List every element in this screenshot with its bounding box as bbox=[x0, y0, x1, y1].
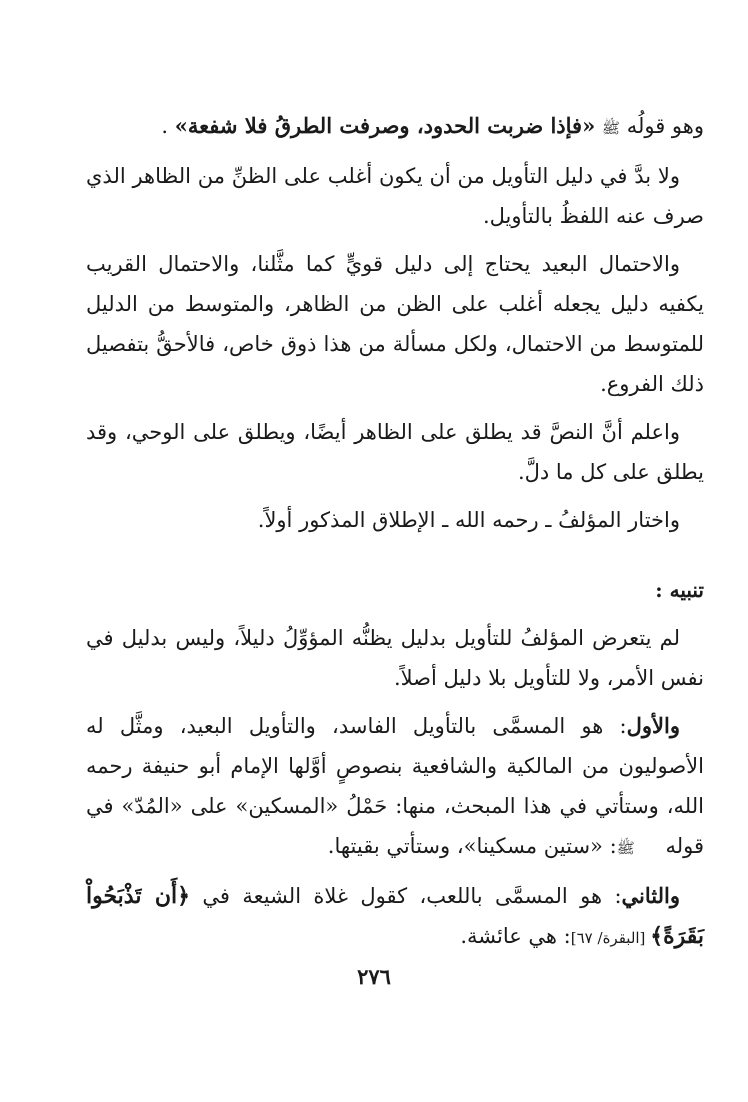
page-body bbox=[86, 92, 704, 958]
section-heading: تنبيه : bbox=[655, 578, 704, 602]
first-item-label: والأول bbox=[626, 713, 680, 738]
paragraph-nass: واعلم أنَّ النصَّ قد يطلق على الظاهر أيضًا، ويطلق على الوحي، وقد يطلق على كل ما دلَّ. bbox=[86, 420, 704, 484]
second-item-text-b: : هي عائشة. bbox=[460, 924, 571, 948]
paragraph-author-choice: واختار المؤلفُ ـ رحمه الله ـ الإطلاق المذكور أولاً. bbox=[257, 508, 680, 532]
paragraph-probabilities: والاحتمال البعيد يحتاج إلى دليل قويٍّ كما مثَّلنا، والاحتمال القريب يكفيه دليل يجعله أغلب على الظن من الظاهر، والمتوسط من الدليل للمتوسط من الاحتمال، ولكل مسألة من هذا ذوق خاص، فالأحقُّ بتفصيل ذلك الفروع. bbox=[86, 252, 704, 396]
hadith-intro: وهو قولُه bbox=[620, 114, 704, 138]
page-number: ٢٧٦ bbox=[357, 964, 391, 989]
verse-reference: [البقرة/ ٦٧] bbox=[570, 929, 651, 947]
paragraph-first-item bbox=[86, 698, 704, 868]
first-item-text-a: : هو المسمَّى بالتأويل الفاسد، والتأويل البعيد، ومثَّل له الأصوليون من المالكية والشافعية بنصوصٍ أوَّلها الإمام أبو حنيفة رحمه الله، وستأتي في هذا المبحث، منها: حَمْلُ «المسكين» على «المُدّ» في قوله bbox=[86, 714, 704, 858]
paragraph-second-item bbox=[86, 868, 704, 958]
pbuh-ligature: ﷺ bbox=[601, 119, 621, 137]
quran-verse: ﴿أَن تَذْبَحُواْ بَقَرَةً﴾ bbox=[86, 883, 704, 949]
hadith-end: . bbox=[161, 114, 175, 138]
paragraph-hadith bbox=[86, 92, 704, 148]
paragraph-note: لم يتعرض المؤلفُ للتأويل بدليل يظنُّه المؤوِّلُ دليلاً، وليس بدليل في نفس الأمر، ولا للتأويل بلا دليل أصلاً. bbox=[86, 626, 704, 690]
first-item-text-b: : «ستين مسكينا»، وستأتي بقيتها. bbox=[327, 834, 617, 858]
second-item-label: والثاني bbox=[621, 883, 680, 908]
second-item-text-a: : هو المسمَّى باللعب، كقول غلاة الشيعة في bbox=[190, 884, 622, 908]
pbuh-ligature-2: ﷺ bbox=[616, 839, 635, 857]
paragraph-interpretation-evidence: ولا بدَّ في دليل التأويل من أن يكون أغلب على الظنِّ من الظاهر الذي صرف عنه اللفظُ بالتأويل. bbox=[86, 164, 704, 228]
hadith-quote: «فإذا ضربت الحدود، وصرفت الطرقُ فلا شفعة» bbox=[174, 113, 596, 138]
